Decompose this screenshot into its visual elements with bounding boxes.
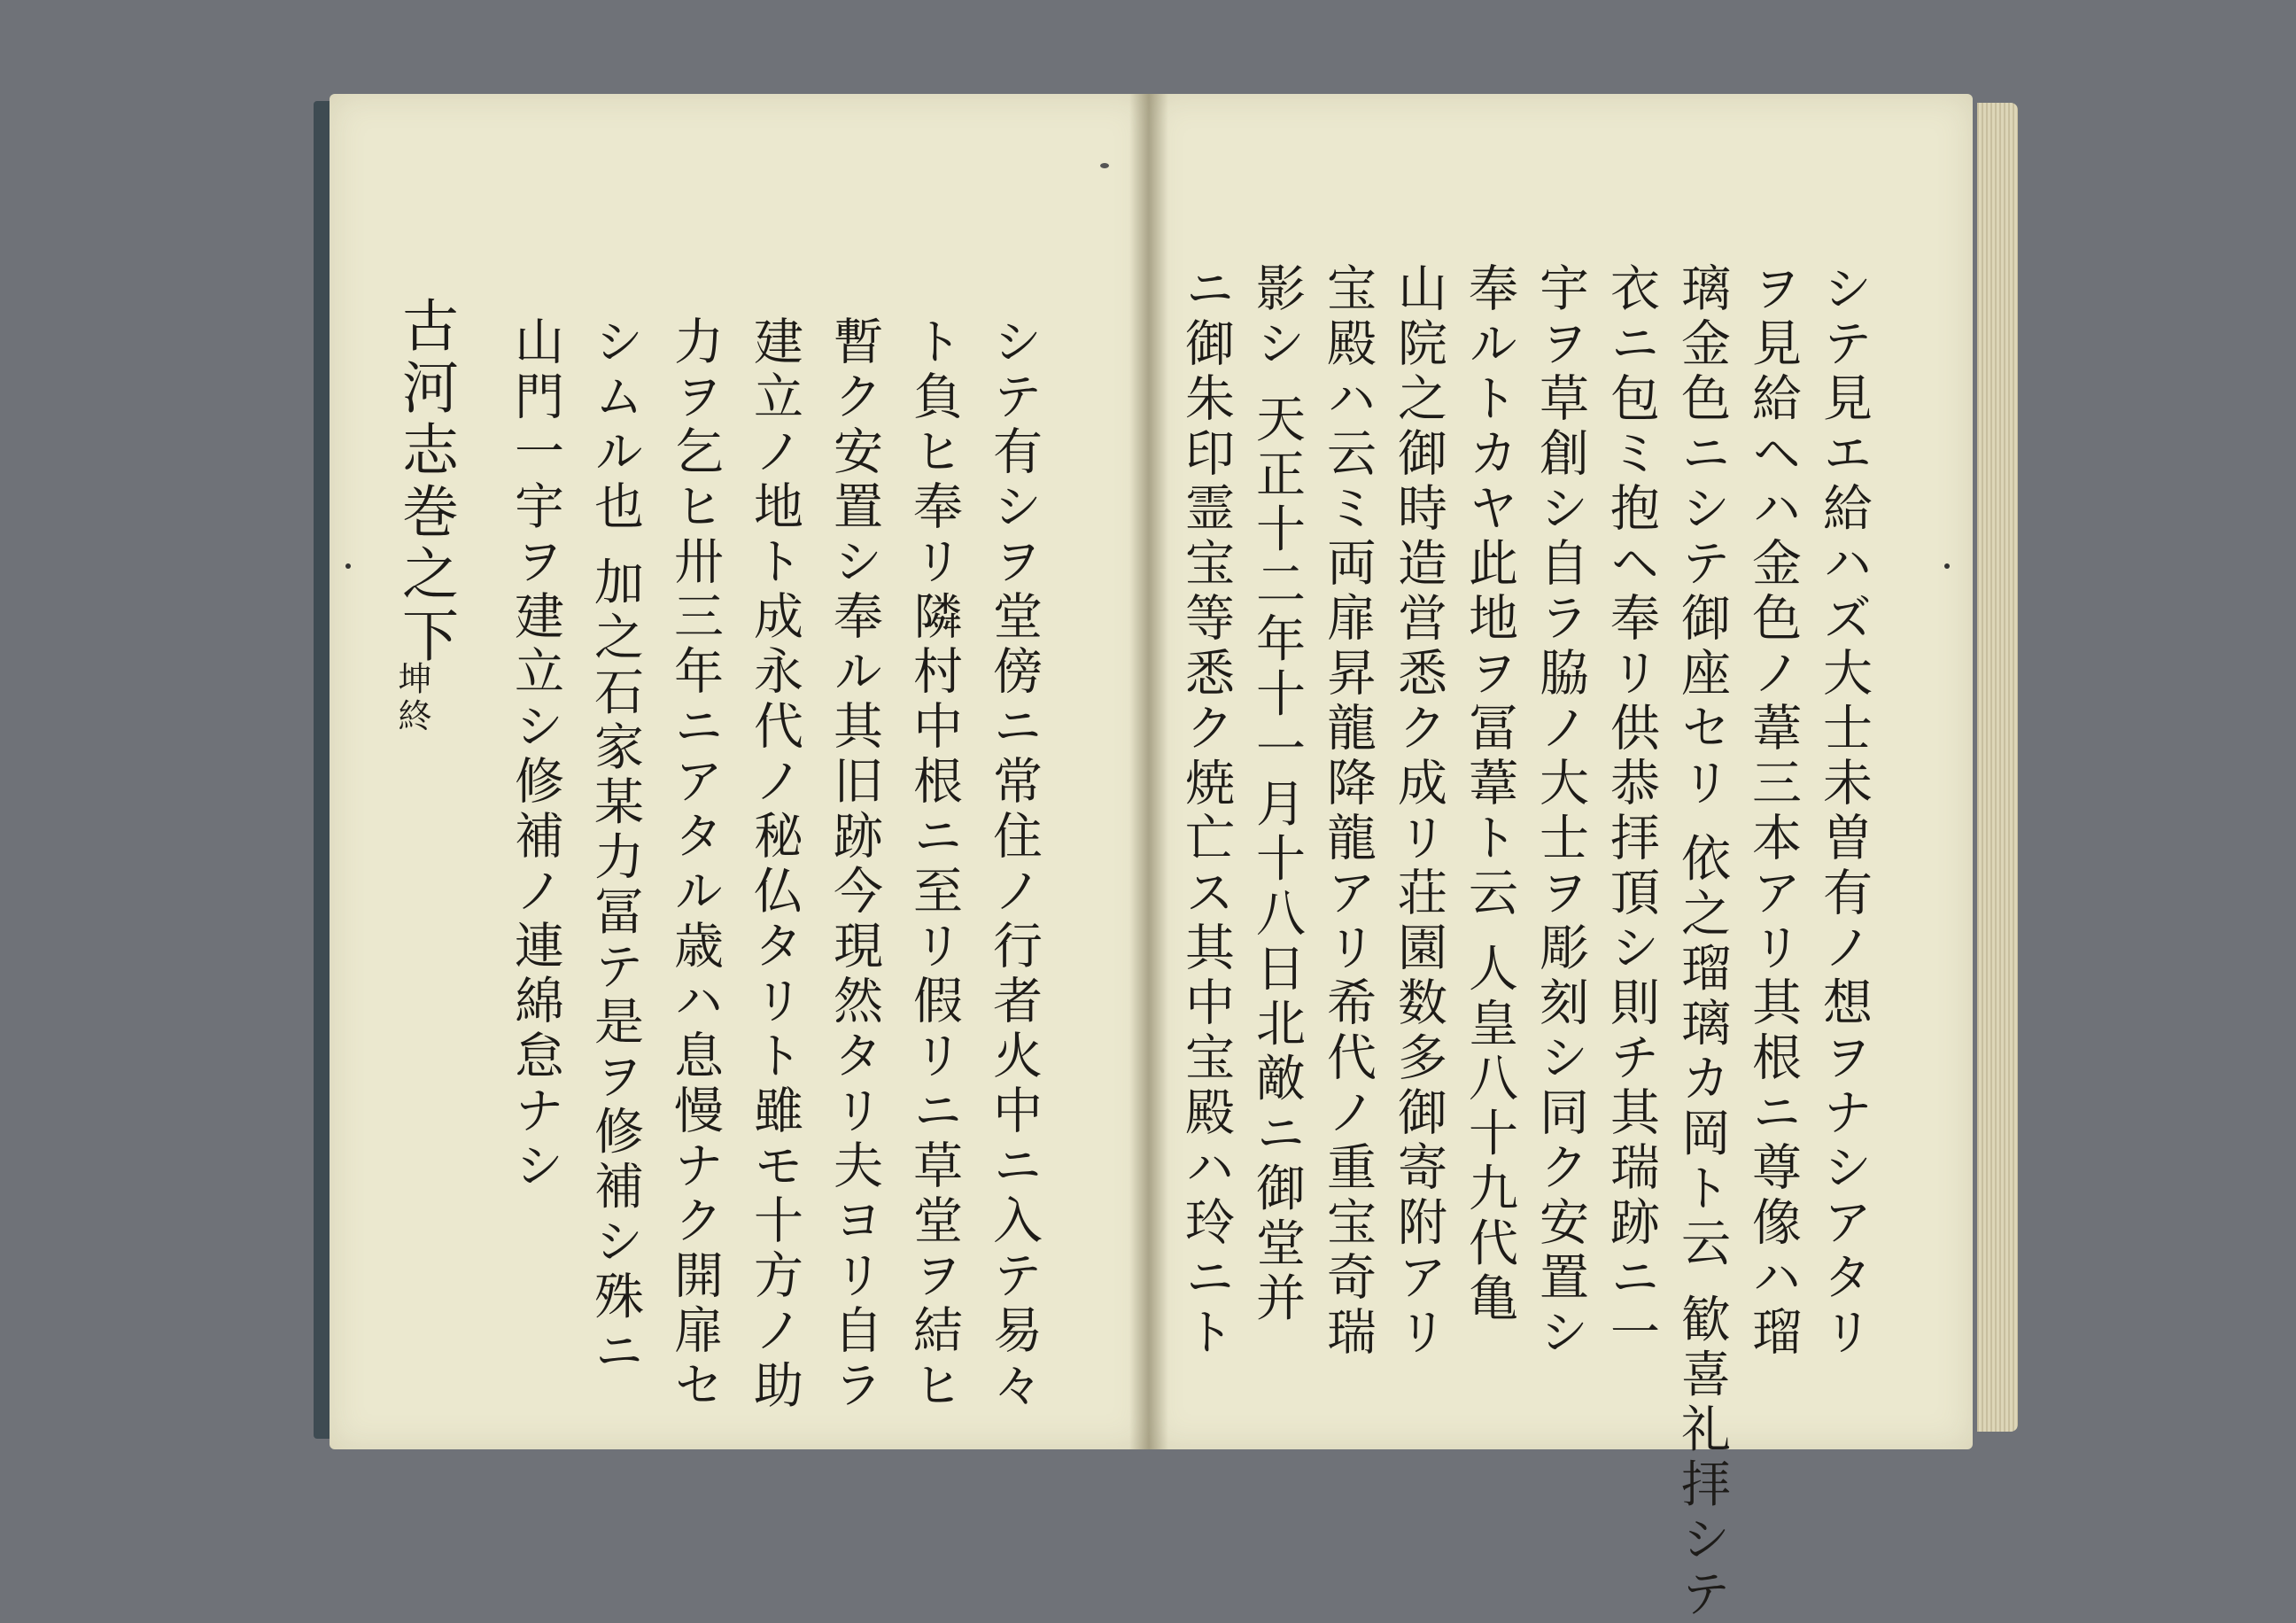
text-column: シムル也 加之石家某力冨テ是ヲ修補シ殊ニ [586,315,644,1380]
text-column: 影シ 天正十二年十一月十八日北敵ニ御堂并 [1248,262,1306,1327]
text-column: 宝殿ハ云ミ両扉昇龍降龍アリ希代ノ重宝奇瑞 [1319,262,1377,1361]
book-gutter [1129,94,1168,1449]
volume-title-note: 坤終 [392,661,431,735]
text-column: 暫ク安置シ奉ル其旧跡今現然タリ夫ヨリ自ラ [826,315,883,1414]
text-column: 衣ニ包ミ抱ヘ奉リ供恭拝頂シ則チ其瑞跡ニ一 [1602,262,1660,1361]
left-page [330,94,1149,1449]
text-column: ニ御朱印霊宝等悉ク焼亡ス其中宝殿ハ玲ニト [1177,262,1235,1361]
text-column: シテ見エ給ハズ大士未曽有ノ想ヲナシアタリ [1815,262,1873,1361]
text-column: 山門一宇ヲ建立シ修補ノ連綿怠ナシ [507,315,564,1194]
right-page [1149,94,1973,1623]
volume-title: 古河志巻之下 [392,296,458,668]
book-fore-edge [1977,103,2018,1432]
margin-dot [345,563,351,569]
text-column: 奉ルトカヤ此地ヲ冨葦ト云 人皇八十九代亀 [1461,262,1518,1327]
text-column: 璃金色ニシテ御座セリ 依之瑠璃カ岡ト云 歓喜礼拝シテ [1673,262,1731,1623]
text-column: 力ヲ乞ヒ卅三年ニアタル歳ハ息慢ナク開扉セ [666,315,724,1414]
open-book [319,94,2002,1623]
margin-dot [1944,563,1950,569]
ink-speck [1100,163,1109,168]
text-column: ヲ見給ヘハ金色ノ葦三本アリ其根ニ尊像ハ瑠 [1744,262,1802,1361]
text-column: シテ有シヲ堂傍ニ常住ノ行者火中ニ入テ易々 [985,315,1043,1414]
text-column: ト負ヒ奉リ隣村中根ニ至リ假リニ草堂ヲ結ヒ [905,315,963,1414]
text-column: 宇ヲ草創シ自ラ脇ノ大士ヲ彫刻シ同ク安置シ [1532,262,1589,1361]
text-column: 建立ノ地ト成永代ノ秘仏タリト雖モ十方ノ助 [746,315,803,1414]
text-column: 山院之御時造営悉ク成リ荘園数多御寄附アリ [1390,262,1447,1361]
